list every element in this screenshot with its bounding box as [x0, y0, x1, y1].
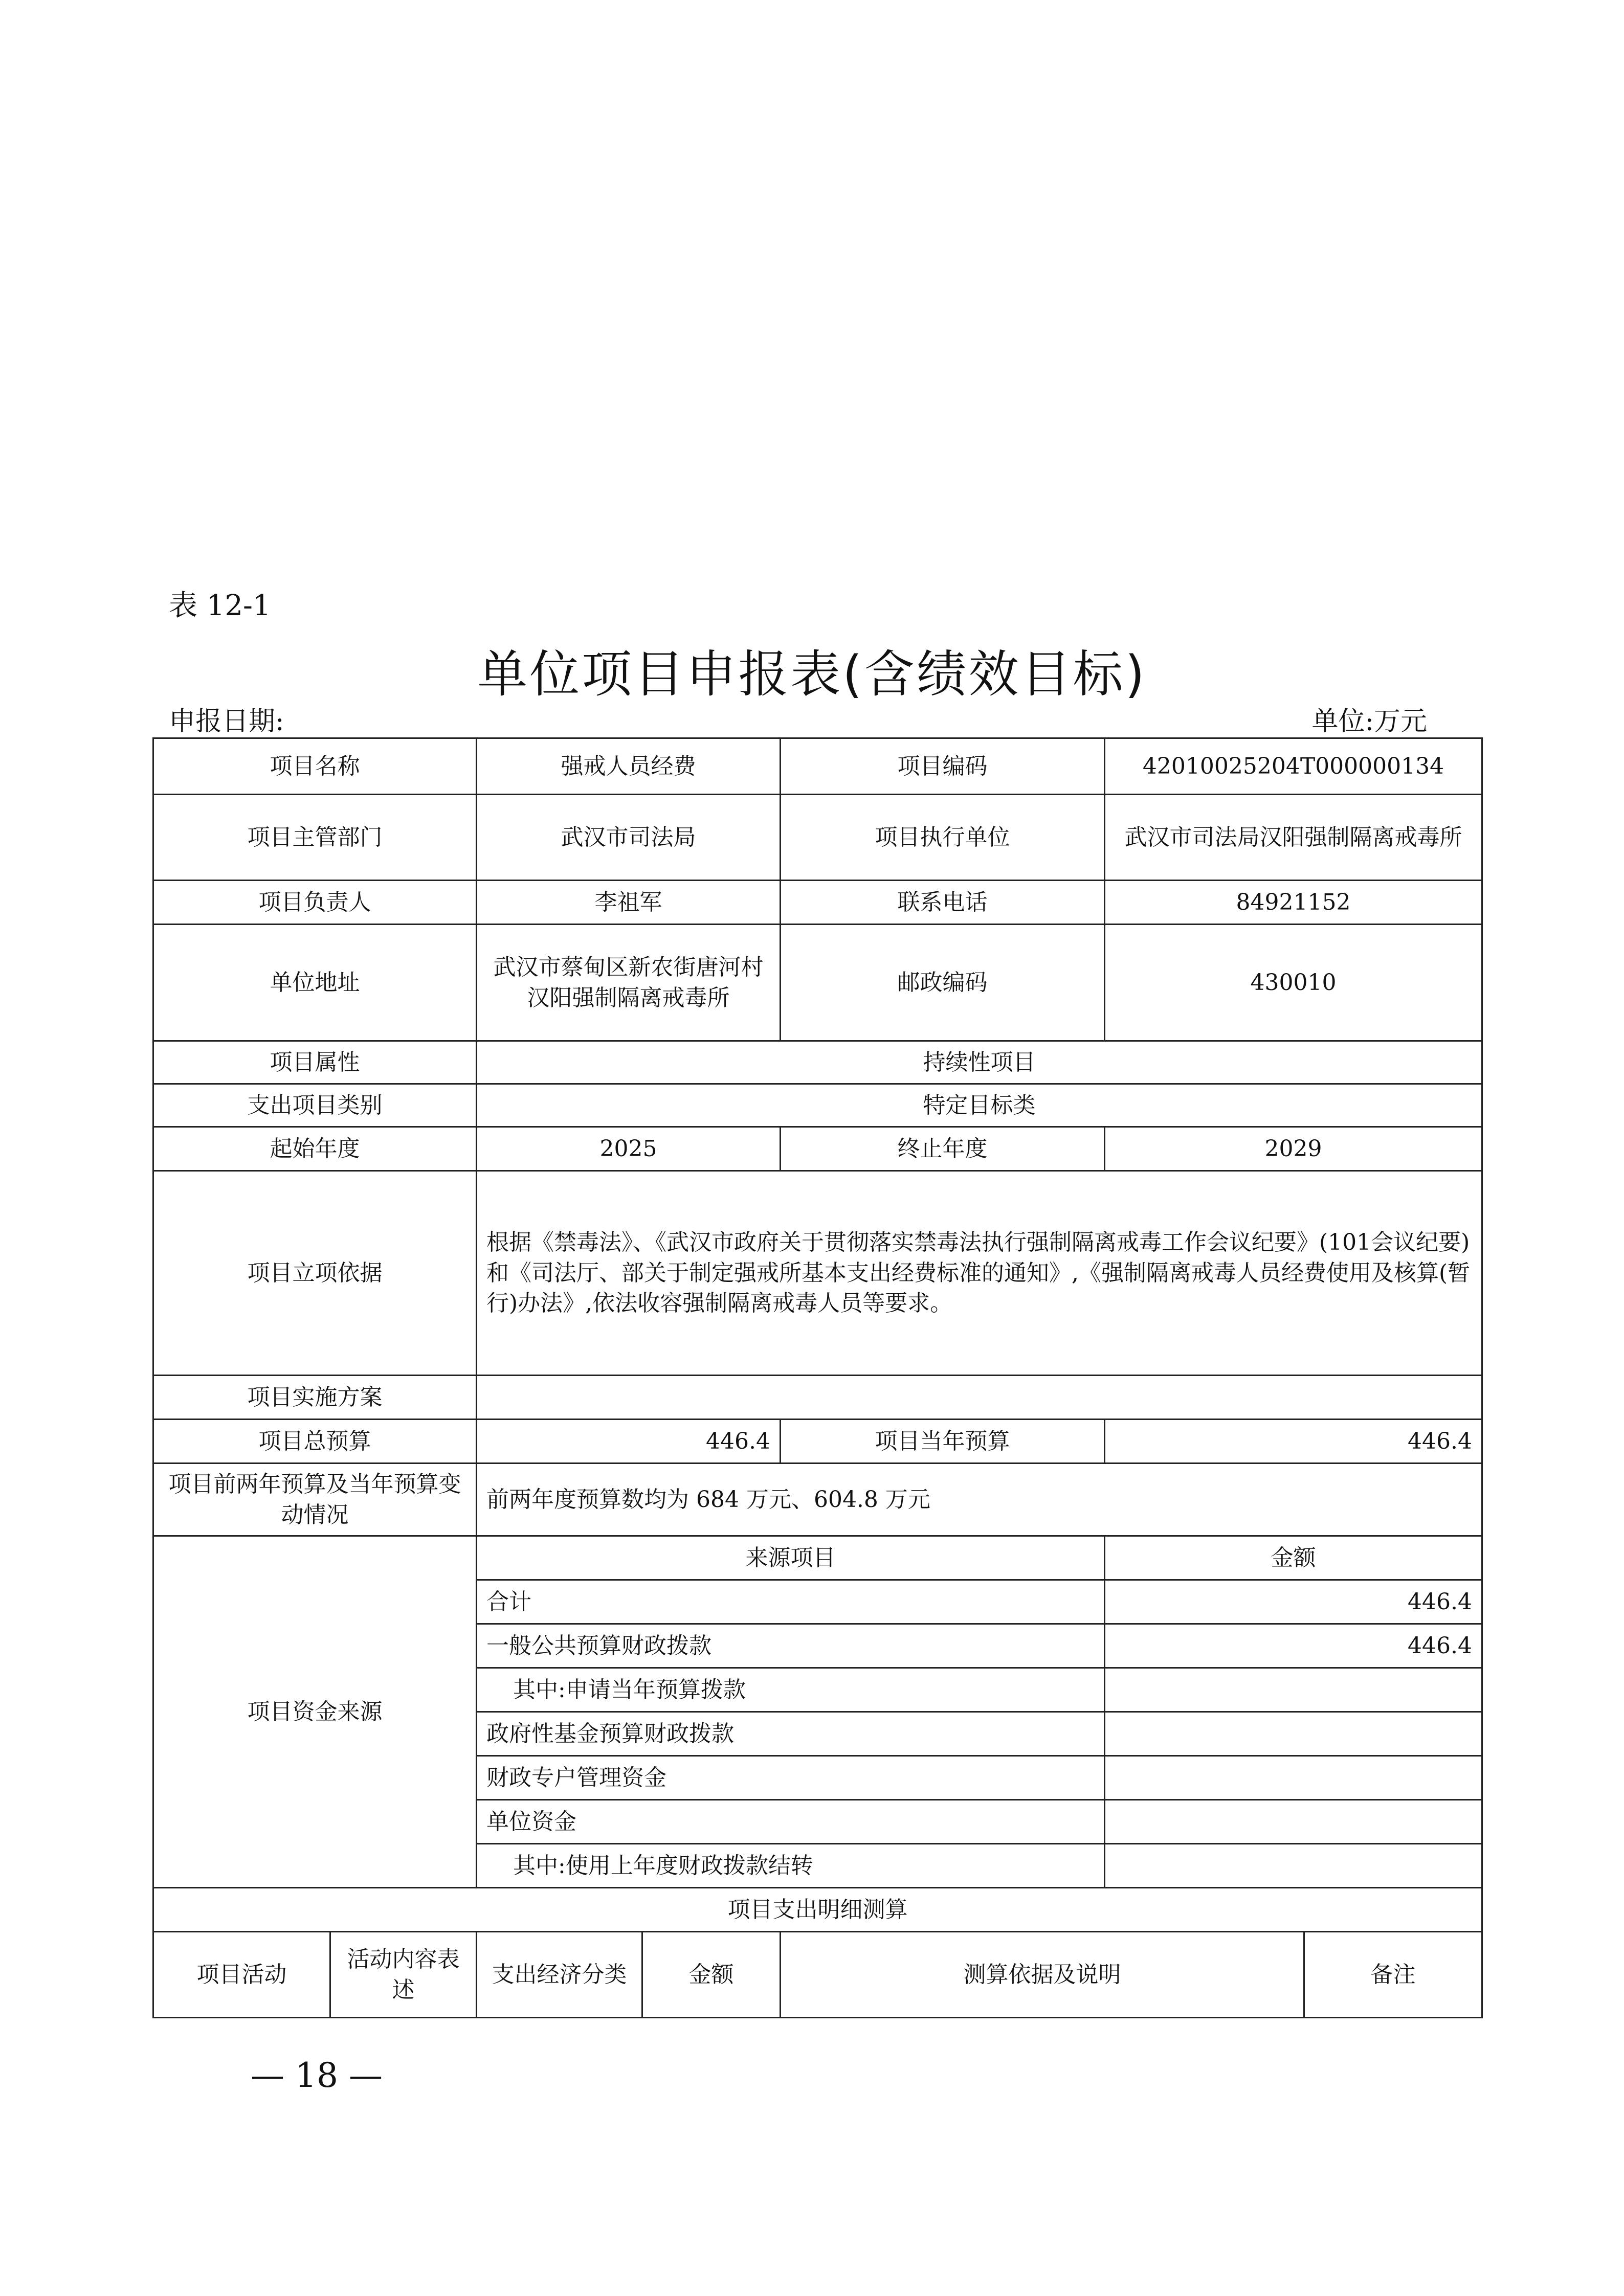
- year-budget-label: 项目当年预算: [781, 1420, 1105, 1464]
- row-category: [153, 1084, 1482, 1127]
- attribute-label: 项目属性: [153, 1041, 477, 1084]
- funding-amount: [1105, 1712, 1482, 1756]
- funding-amount: [1105, 1668, 1482, 1712]
- address-value: 武汉市蔡甸区新农街唐河村汉阳强制隔离戒毒所: [477, 925, 781, 1041]
- project-report-table: [152, 737, 1483, 2018]
- report-date-label: 申报日期:: [169, 706, 284, 737]
- funding-source-name: 其中:使用上年度财政拨款结转: [477, 1844, 1105, 1888]
- row-project-name: [153, 738, 1482, 795]
- detail-header-econ-class: 支出经济分类: [477, 1932, 642, 2018]
- row-detail-title: [153, 1888, 1482, 1932]
- plan-value: [477, 1376, 1482, 1420]
- start-year-value: 2025: [477, 1127, 781, 1171]
- detail-header-basis: 测算依据及说明: [781, 1932, 1304, 2018]
- exec-unit-value: 武汉市司法局汉阳强制隔离戒毒所: [1105, 795, 1482, 881]
- end-year-label: 终止年度: [781, 1127, 1105, 1171]
- budget-change-text: 前两年度预算数均为 684 万元、604.8 万元: [477, 1464, 1482, 1536]
- project-name-label: 项目名称: [153, 738, 477, 795]
- end-year-value: 2029: [1105, 1127, 1482, 1171]
- funding-source-name: 财政专户管理资金: [477, 1756, 1105, 1800]
- unit-label: 单位:万元: [1311, 706, 1427, 737]
- row-budget-change: [153, 1464, 1482, 1536]
- row-years: [153, 1127, 1482, 1171]
- postcode-value: 430010: [1105, 925, 1482, 1041]
- row-basis: [153, 1171, 1482, 1376]
- detail-header-remark: 备注: [1304, 1932, 1482, 2018]
- row-department: [153, 795, 1482, 881]
- funding-label: 项目资金来源: [153, 1536, 477, 1888]
- funding-source-header: 来源项目: [477, 1536, 1105, 1580]
- project-name-value: 强戒人员经费: [477, 738, 781, 795]
- row-attribute: [153, 1041, 1482, 1084]
- category-value: 特定目标类: [477, 1084, 1482, 1127]
- funding-amount: [1105, 1844, 1482, 1888]
- plan-label: 项目实施方案: [153, 1376, 477, 1420]
- funding-source-name: 其中:申请当年预算拨款: [477, 1668, 1105, 1712]
- project-code-label: 项目编码: [781, 738, 1105, 795]
- funding-amount: 446.4: [1105, 1624, 1482, 1668]
- total-budget-label: 项目总预算: [153, 1420, 477, 1464]
- funding-amount-header: 金额: [1105, 1536, 1482, 1580]
- detail-header-amount: 金额: [642, 1932, 781, 2018]
- detail-title: 项目支出明细测算: [153, 1888, 1482, 1932]
- table-number: 表 12-1: [169, 589, 271, 622]
- funding-amount: [1105, 1800, 1482, 1844]
- address-label: 单位地址: [153, 925, 477, 1041]
- funding-amount: 446.4: [1105, 1580, 1482, 1624]
- department-label: 项目主管部门: [153, 795, 477, 881]
- project-code-value: 42010025204T000000134: [1105, 738, 1482, 795]
- row-leader: [153, 881, 1482, 925]
- page-number: — 18 —: [251, 2056, 383, 2095]
- phone-label: 联系电话: [781, 881, 1105, 925]
- page-title: 单位项目申报表(含绩效目标): [477, 645, 1147, 704]
- attribute-value: 持续性项目: [477, 1041, 1482, 1084]
- detail-header-activity: 项目活动: [153, 1932, 330, 2018]
- funding-source-name: 合计: [477, 1580, 1105, 1624]
- phone-value: 84921152: [1105, 881, 1482, 925]
- row-budget: [153, 1420, 1482, 1464]
- total-budget-value: 446.4: [477, 1420, 781, 1464]
- leader-value: 李祖军: [477, 881, 781, 925]
- row-funding-header: [153, 1536, 1482, 1580]
- category-label: 支出项目类别: [153, 1084, 477, 1127]
- funding-source-name: 单位资金: [477, 1800, 1105, 1844]
- basis-label: 项目立项依据: [153, 1171, 477, 1376]
- leader-label: 项目负责人: [153, 881, 477, 925]
- basis-text: 根据《禁毒法》、《武汉市政府关于贯彻落实禁毒法执行强制隔离戒毒工作会议纪要》(101会议纪要)和《司法厅、部关于制定强戒所基本支出经费标准的通知》,《强制隔离戒毒人员经费使用及核算(暂行)办法》,依法收容强制隔离戒毒人员等要求。: [477, 1171, 1482, 1376]
- row-address: [153, 925, 1482, 1041]
- postcode-label: 邮政编码: [781, 925, 1105, 1041]
- funding-source-name: 政府性基金预算财政拨款: [477, 1712, 1105, 1756]
- exec-unit-label: 项目执行单位: [781, 795, 1105, 881]
- row-detail-headers: [153, 1932, 1482, 2018]
- funding-source-name: 一般公共预算财政拨款: [477, 1624, 1105, 1668]
- detail-header-content: 活动内容表述: [330, 1932, 477, 2018]
- funding-amount: [1105, 1756, 1482, 1800]
- department-value: 武汉市司法局: [477, 795, 781, 881]
- start-year-label: 起始年度: [153, 1127, 477, 1171]
- year-budget-value: 446.4: [1105, 1420, 1482, 1464]
- row-plan: [153, 1376, 1482, 1420]
- budget-change-label: 项目前两年预算及当年预算变动情况: [153, 1464, 477, 1536]
